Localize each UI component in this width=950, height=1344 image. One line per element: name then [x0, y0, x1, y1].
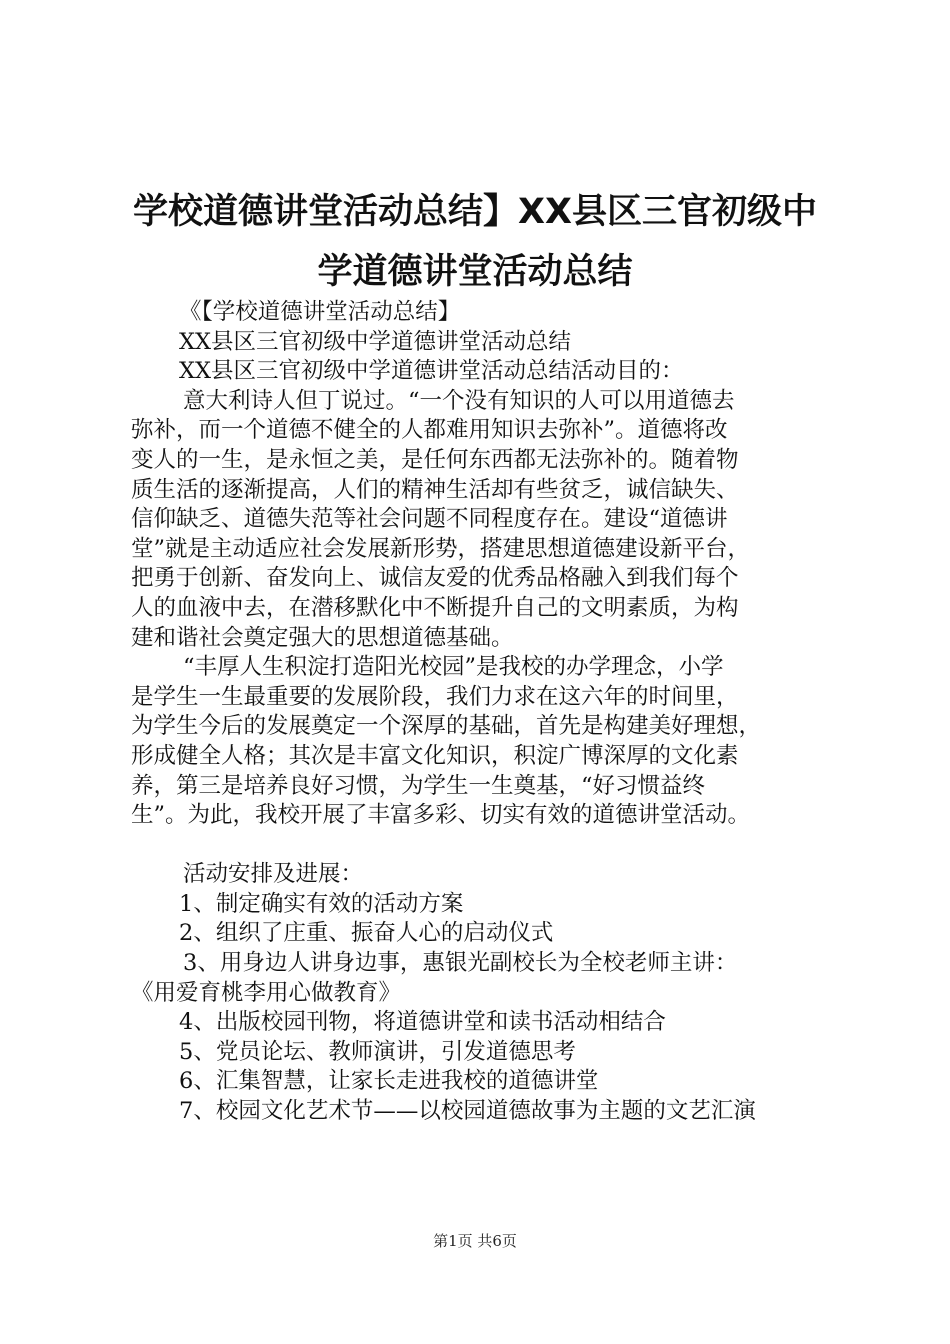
body-line: XX县区三官初级中学道德讲堂活动总结活动目的：: [179, 358, 684, 385]
body-line: 质生活的逐渐提高，人们的精神生活却有些贫乏，诚信缺失、: [131, 476, 739, 503]
body-line: 为学生今后的发展奠定一个深厚的基础，首先是构建美好理想，: [131, 713, 762, 740]
body-line: 变人的一生，是永恒之美，是任何东西都无法弥补的。随着物: [131, 446, 739, 473]
body-line: 堂”就是主动适应社会发展新形势，搭建思想道德建设新平台，: [131, 535, 751, 562]
page-footer: 第1页 共6页: [433, 1232, 517, 1250]
body-line: 4、出版校园刊物，将道德讲堂和读书活动相结合: [179, 1009, 666, 1036]
body-line: 建和谐社会奠定强大的思想道德基础。: [131, 624, 514, 651]
body-line: XX县区三官初级中学道德讲堂活动总结: [179, 328, 572, 355]
body-line: 1、制定确实有效的活动方案: [179, 890, 464, 917]
document-title-line-2: 学道德讲堂活动总结: [317, 252, 633, 292]
body-line: 3、用身边人讲身边事，惠银光副校长为全校老师主讲：: [183, 950, 738, 977]
body-line: 活动安排及进展：: [183, 861, 364, 888]
body-line: 信仰缺乏、道德失范等社会问题不同程度存在。建设“道德讲: [131, 506, 728, 533]
body-line: 是学生一生最重要的发展阶段，我们力求在这六年的时间里，: [131, 683, 739, 710]
body-line: 弥补，而一个道德不健全的人都难用知识去弥补”。道德将改: [131, 417, 728, 444]
body-line: 2、组织了庄重、振奋人心的启动仪式: [179, 920, 554, 947]
body-line: 生”。为此，我校开展了丰富多彩、切实有效的道德讲堂活动。: [131, 802, 751, 829]
body-line: “丰厚人生积淀打造阳光校园”是我校的办学理念，小学: [183, 654, 724, 681]
blank-line: [131, 831, 843, 861]
body-line: 把勇于创新、奋发向上、诚信友爱的优秀品格融入到我们每个: [131, 565, 739, 592]
body-line: 养，第三是培养良好习惯，为学生一生奠基，“好习惯益终: [131, 772, 706, 799]
body-line: 《【学校道德讲堂活动总结】: [179, 299, 461, 325]
body-line: 形成健全人格；其次是丰富文化知识，积淀广博深厚的文化素: [131, 742, 739, 769]
body-line: 5、党员论坛、教师演讲，引发道德思考: [179, 1038, 576, 1065]
document-title-line-1: 学校道德讲堂活动总结】XX县区三官初级中: [133, 192, 817, 232]
body-line: 《用爱育桃李用心做教育》: [131, 979, 402, 1006]
body-line: 6、汇集智慧，让家长走进我校的道德讲堂: [179, 1068, 599, 1095]
document-body: [131, 298, 843, 1127]
body-line: 意大利诗人但丁说过。“一个没有知识的人可以用道德去: [183, 387, 735, 414]
body-line: 人的血液中去，在潜移默化中不断提升自己的文明素质，为构: [131, 594, 739, 621]
body-line: 7、校园文化艺术节——以校园道德故事为主题的文艺汇演: [179, 1098, 756, 1125]
